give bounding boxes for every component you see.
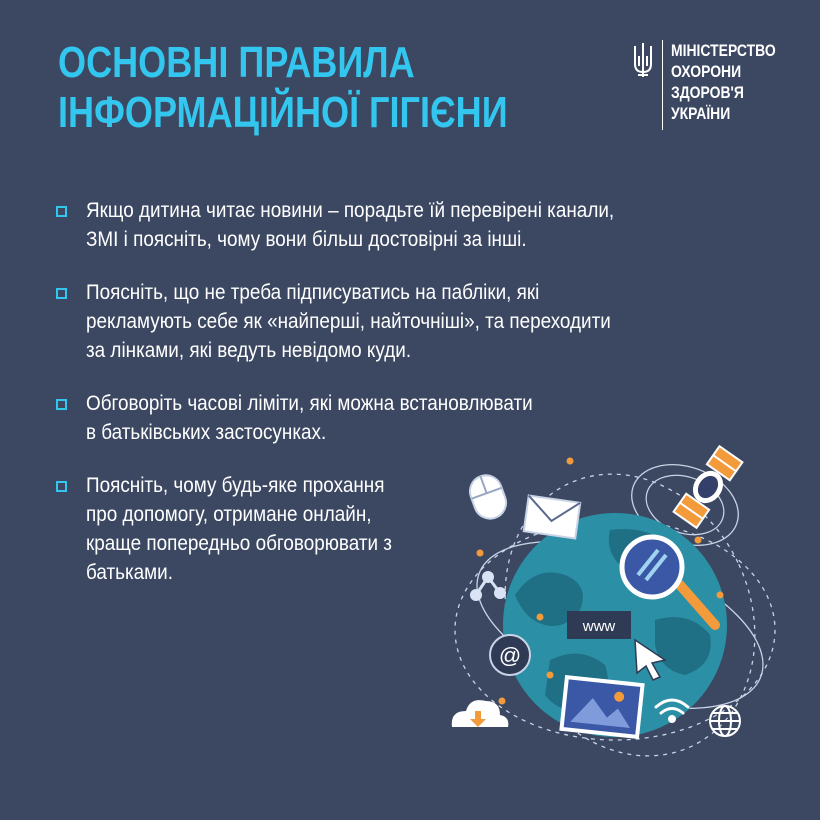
text-line: ЗМІ і поясніть, чому вони більш достовірні за інші. <box>86 228 527 251</box>
trident-icon <box>632 42 654 78</box>
text-line: Якщо дитина читає новини – порадьте їй перевірені канали, <box>86 199 615 222</box>
logo-line: ЗДОРОВ'Я <box>671 83 744 102</box>
text-line: Поясніть, що не треба підписуватись на пабліки, які <box>86 281 540 304</box>
page-title <box>58 38 508 138</box>
envelope-icon <box>524 496 581 539</box>
logo-line: УКРАЇНИ <box>671 104 731 123</box>
text-line: в батьківських застосунках. <box>86 421 327 444</box>
text-line: Поясніть, чому будь-яке прохання <box>86 474 385 497</box>
list-item-text <box>86 389 635 447</box>
www-label: www <box>582 618 616 635</box>
bullet-square-icon <box>56 206 67 217</box>
satellite-icon <box>674 446 743 528</box>
logo-line: ОХОРОНИ <box>671 62 742 81</box>
list-item <box>56 196 696 254</box>
logo-line: МІНІСТЕРСТВО <box>671 41 776 60</box>
text-line: за лінками, які ведуть невідомо куди. <box>86 339 412 362</box>
ministry-logo <box>632 40 799 130</box>
list-item-text <box>86 196 635 254</box>
text-line: про допомогу, отримане онлайн, <box>86 503 372 526</box>
image-icon <box>561 677 642 737</box>
at-badge <box>490 635 530 675</box>
title-line-1: ОСНОВНІ ПРАВИЛА <box>58 38 415 87</box>
text-line: Обговоріть часові ліміти, які можна встановлювати <box>86 392 533 415</box>
logo-divider <box>662 40 663 130</box>
at-symbol: @ <box>498 643 522 668</box>
list-item-text <box>86 278 635 365</box>
cloud-download-icon <box>452 700 509 727</box>
bullet-square-icon <box>56 481 67 492</box>
bullet-square-icon <box>56 288 67 299</box>
web-globe-icon <box>710 706 740 736</box>
list-item <box>56 278 696 365</box>
text-line: рекламують себе як «найперші, найточніші», та переходити <box>86 310 611 333</box>
internet-illustration <box>440 445 800 765</box>
text-line: краще попередньо обговорювати з <box>86 532 392 555</box>
logo-text <box>671 40 776 124</box>
title-line-2: ІНФОРМАЦІЙНОЇ ГІГІЄНИ <box>58 88 508 137</box>
www-label-box <box>567 611 631 639</box>
list-item <box>56 389 696 447</box>
mouse-icon <box>465 471 510 523</box>
text-line: батьками. <box>86 561 173 584</box>
bullet-square-icon <box>56 399 67 410</box>
